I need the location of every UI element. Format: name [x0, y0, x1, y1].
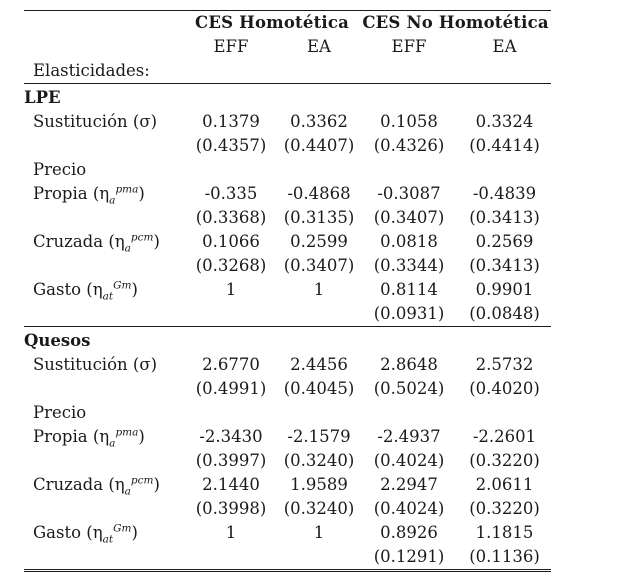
- value-cell: 2.6770: [202, 355, 260, 374]
- cruzada-row-label: [24, 473, 184, 497]
- value-cell: [278, 302, 360, 327]
- value-cell: (0.3413): [469, 256, 540, 275]
- empty-cell: [278, 327, 360, 354]
- value-cell: (0.4326): [373, 136, 445, 155]
- value-cell: (0.1136): [458, 545, 551, 571]
- empty-cell: [278, 401, 360, 425]
- value-cell: 0.2599: [290, 232, 348, 251]
- sustitucion-row: [24, 353, 551, 377]
- cruzada-se-row: [24, 254, 551, 278]
- value-cell: -2.2601: [472, 427, 537, 446]
- cruzada-row-label: [24, 230, 184, 254]
- value-cell: (0.3407): [283, 256, 355, 275]
- value-cell: 1.9589: [290, 475, 348, 494]
- value-cell: 1: [313, 523, 325, 542]
- close-paren: ): [153, 232, 160, 251]
- value-cell: (0.4024): [373, 499, 445, 518]
- close-paren: ): [138, 184, 145, 203]
- section-title: LPE: [24, 84, 184, 111]
- value-cell: (0.4024): [373, 451, 445, 470]
- value-cell: (0.5024): [373, 379, 445, 398]
- empty-cell: [278, 158, 360, 182]
- value-cell: (0.4357): [195, 136, 267, 155]
- propia-row-label: [24, 182, 184, 206]
- value-cell: 0.3324: [475, 112, 534, 131]
- elasticities-table: [24, 10, 551, 572]
- value-cell: 2.8648: [380, 355, 438, 374]
- value-cell: 0.8114: [380, 280, 438, 299]
- sustitucion-row-label: [24, 353, 184, 377]
- value-cell: (0.3268): [195, 256, 267, 275]
- empty-cell: [360, 401, 458, 425]
- eta-subscript: at: [102, 290, 114, 303]
- empty-cell: [458, 158, 551, 182]
- sustitucion-row: [24, 110, 551, 134]
- header-row-subs: [24, 35, 551, 59]
- value-cell: (0.3407): [373, 208, 445, 227]
- value-cell: 0.1058: [380, 112, 438, 131]
- value-cell: -2.4937: [377, 427, 441, 446]
- value-cell: (0.0848): [469, 304, 540, 323]
- cruzada-se-row-label: [24, 497, 184, 521]
- value-cell: -2.1579: [287, 427, 351, 446]
- precio-row: [24, 158, 551, 182]
- gasto-row: [24, 278, 551, 302]
- value-cell: -0.335: [204, 184, 258, 203]
- propia-se-row-label: [24, 449, 184, 473]
- sub-header: EFF: [391, 37, 427, 56]
- propia-se-row-label: [24, 206, 184, 230]
- value-cell: (0.3368): [195, 208, 267, 227]
- value-cell: (0.3135): [283, 208, 355, 227]
- value-cell: (0.3240): [283, 451, 355, 470]
- sustitucion-row-label: [24, 110, 184, 134]
- value-cell: 1: [225, 280, 237, 299]
- header-row-label: [24, 59, 551, 84]
- value-cell: -2.3430: [199, 427, 263, 446]
- gasto-se-row: [24, 545, 551, 571]
- close-paren: ): [138, 427, 145, 446]
- gasto-row-label-text: Gasto (η: [33, 280, 103, 299]
- eta-superscript: Gm: [113, 522, 132, 535]
- value-cell: 2.5732: [475, 355, 534, 374]
- precio-label: Precio: [33, 403, 87, 422]
- value-cell: 2.4456: [290, 355, 348, 374]
- value-cell: (0.4020): [469, 379, 540, 398]
- gasto-row-label-text: Gasto (η: [33, 523, 103, 542]
- value-cell: (0.3220): [469, 499, 540, 518]
- cruzada-row-label-text: Cruzada (η: [33, 232, 125, 251]
- eta-superscript: pcm: [130, 474, 154, 487]
- propia-row-label-text: Propia (η: [33, 184, 110, 203]
- sustitucion-row-label-text: Sustitución (σ): [33, 112, 158, 131]
- precio-label: Precio: [33, 160, 87, 179]
- group-header-no-homotetica: CES No Homotética: [360, 11, 551, 36]
- value-cell: 2.2947: [380, 475, 438, 494]
- section-title-row: [24, 84, 551, 111]
- propia-row-label: [24, 425, 184, 449]
- eta-subscript: a: [124, 242, 131, 255]
- empty-cell: [458, 327, 551, 354]
- propia-se-row: [24, 206, 551, 230]
- value-cell: [184, 545, 278, 571]
- value-cell: (0.3413): [469, 208, 540, 227]
- value-cell: (0.1291): [360, 545, 458, 571]
- gasto-row: [24, 521, 551, 545]
- value-cell: (0.4991): [195, 379, 267, 398]
- gasto-se-row-label: [24, 302, 184, 327]
- empty-cell: [184, 158, 278, 182]
- value-cell: 2.0611: [475, 475, 534, 494]
- close-paren: ): [131, 523, 138, 542]
- group-header-homotetica: CES Homotética: [184, 11, 360, 36]
- value-cell: 1.1815: [475, 523, 534, 542]
- empty-cell: [360, 158, 458, 182]
- value-cell: 1: [313, 280, 325, 299]
- eta-subscript: at: [102, 533, 114, 546]
- eta-subscript: a: [109, 437, 116, 450]
- sustitucion-se-row-label: [24, 134, 184, 158]
- empty-cell: [360, 84, 458, 111]
- value-cell: (0.3998): [195, 499, 267, 518]
- value-cell: [184, 302, 278, 327]
- sustitucion-se-row-label: [24, 377, 184, 401]
- empty-cell: [278, 84, 360, 111]
- empty-cell: [184, 84, 278, 111]
- value-cell: -0.4839: [472, 184, 537, 203]
- empty-cell: [458, 401, 551, 425]
- eta-superscript: pma: [115, 426, 139, 439]
- sustitucion-se-row: [24, 377, 551, 401]
- eta-subscript: a: [124, 485, 131, 498]
- value-cell: (0.3220): [469, 451, 540, 470]
- value-cell: -0.3087: [377, 184, 441, 203]
- value-cell: [278, 545, 360, 571]
- propia-row: [24, 425, 551, 449]
- cruzada-row: [24, 473, 551, 497]
- propia-row: [24, 182, 551, 206]
- cruzada-row-label-text: Cruzada (η: [33, 475, 125, 494]
- value-cell: (0.3997): [195, 451, 267, 470]
- value-cell: 0.3362: [290, 112, 348, 131]
- eta-superscript: Gm: [113, 279, 132, 292]
- empty-cell: [184, 327, 278, 354]
- eta-superscript: pma: [115, 183, 139, 196]
- precio-row: [24, 401, 551, 425]
- value-cell: (0.4414): [469, 136, 540, 155]
- sustitucion-se-row: [24, 134, 551, 158]
- empty-cell: [360, 327, 458, 354]
- value-cell: 0.8926: [380, 523, 438, 542]
- section-title-row: [24, 327, 551, 354]
- sub-header: EA: [492, 37, 517, 56]
- value-cell: 0.1379: [202, 112, 260, 131]
- header-row-groups: [24, 11, 551, 36]
- eta-subscript: a: [109, 194, 116, 207]
- value-cell: 0.1066: [202, 232, 260, 251]
- close-paren: ): [131, 280, 138, 299]
- value-cell: (0.4407): [283, 136, 355, 155]
- empty-cell: [458, 84, 551, 111]
- gasto-se-row-label: [24, 545, 184, 571]
- sub-header: EFF: [213, 37, 249, 56]
- value-cell: (0.3240): [283, 499, 355, 518]
- gasto-row-label: [24, 521, 184, 545]
- value-cell: 0.2569: [475, 232, 534, 251]
- propia-row-label-text: Propia (η: [33, 427, 110, 446]
- sub-header: EA: [307, 37, 331, 56]
- value-cell: 0.0818: [380, 232, 438, 251]
- value-cell: (0.0931): [373, 304, 445, 323]
- empty-cell: [184, 401, 278, 425]
- gasto-row-label: [24, 278, 184, 302]
- value-cell: 0.9901: [475, 280, 534, 299]
- close-paren: ): [153, 475, 160, 494]
- eta-superscript: pcm: [130, 231, 154, 244]
- value-cell: -0.4868: [287, 184, 351, 203]
- cruzada-row: [24, 230, 551, 254]
- cruzada-se-row: [24, 497, 551, 521]
- gasto-se-row: [24, 302, 551, 327]
- cruzada-se-row-label: [24, 254, 184, 278]
- value-cell: (0.3344): [373, 256, 445, 275]
- elasticidades-label: Elasticidades:: [33, 61, 150, 80]
- value-cell: 1: [225, 523, 237, 542]
- value-cell: 2.1440: [202, 475, 260, 494]
- sustitucion-row-label-text: Sustitución (σ): [33, 355, 158, 374]
- value-cell: (0.4045): [283, 379, 355, 398]
- propia-se-row: [24, 449, 551, 473]
- section-title: Quesos: [24, 327, 184, 354]
